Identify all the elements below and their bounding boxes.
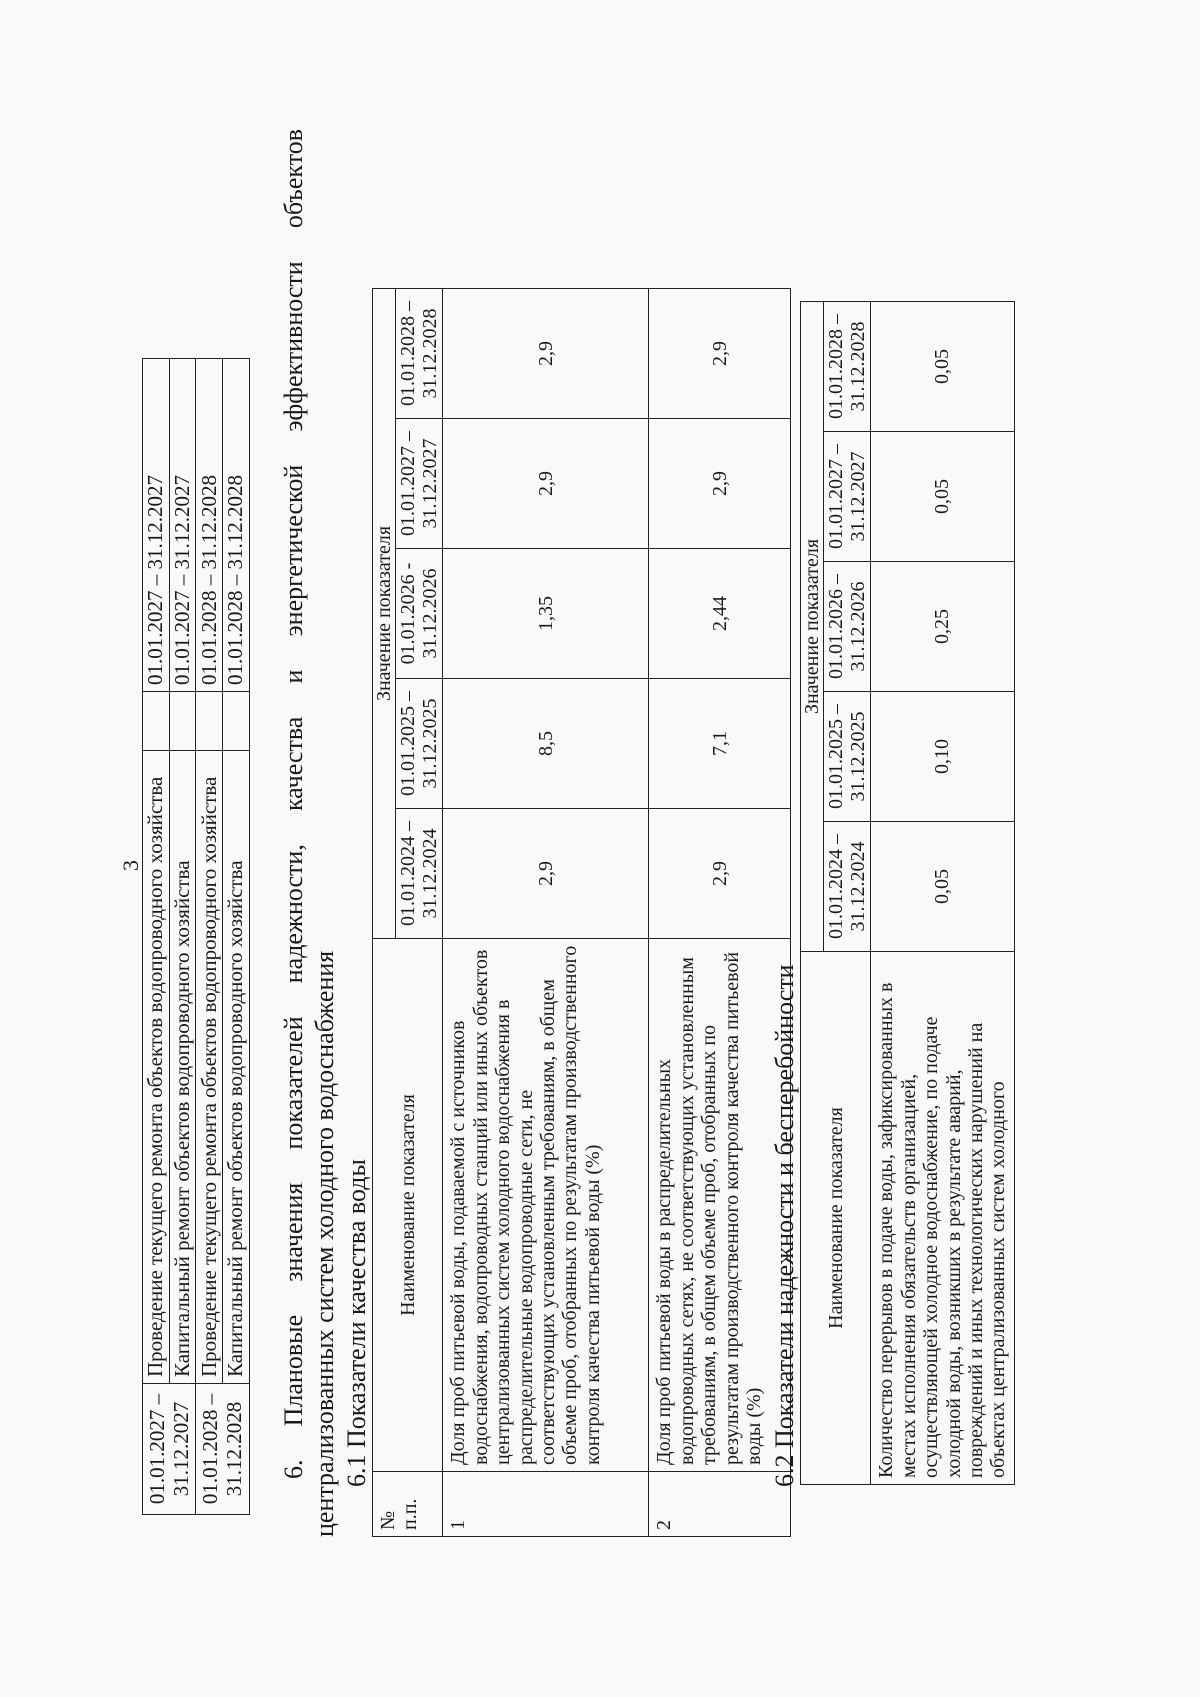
water-quality-table — [372, 288, 791, 1537]
reliability-table — [800, 301, 1015, 1485]
value-cell: 2,9 — [649, 419, 791, 549]
dates-cell: 01.01.2028 – 31.12.2028 — [196, 359, 223, 692]
value-cell: 2,9 — [443, 809, 649, 939]
work-cell: Капитальный ремонт объектов водопроводного хозяйства — [222, 751, 249, 1384]
work-cell: Проведение текущего ремонта объектов водопроводного хозяйства — [196, 751, 223, 1384]
header-value-group: Значение показателя — [801, 302, 824, 952]
header-period: 01.01.2027 – 31.12.2027 — [396, 419, 443, 549]
header-period: 01.01.2025 – 31.12.2025 — [824, 692, 871, 822]
table-row — [222, 359, 249, 1515]
value-cell: 2,9 — [443, 289, 649, 419]
header-value-group: Значение показателя — [373, 289, 396, 939]
header-period: 01.01.2026 – 31.12.2026 — [824, 562, 871, 692]
header-period: 01.01.2028 – 31.12.2028 — [824, 302, 871, 432]
header-indicator-name: Наименование показателя — [373, 939, 443, 1472]
table-header-row — [801, 302, 824, 1485]
section-6-1-title: 6.1 Показатели качества воды — [342, 1159, 371, 1487]
header-period: 01.01.2024 – 31.12.2024 — [824, 822, 871, 952]
table-row — [871, 302, 1014, 1485]
row-number: 2 — [649, 1472, 791, 1537]
header-indicator-name: Наименование показателя — [801, 952, 871, 1485]
dates-cell: 01.01.2028 – 31.12.2028 — [222, 359, 249, 692]
value-cell: 1,35 — [443, 549, 649, 679]
value-cell: 0,10 — [871, 692, 1014, 822]
value-cell: 2,9 — [649, 289, 791, 419]
table-row — [443, 289, 649, 1537]
section-6-heading-line1: 6. Плановые значения показателей надежности, качества и энергетической эффективности объектов — [279, 129, 308, 1479]
period-cell: 01.01.2028 – 31.12.2028 — [196, 1384, 249, 1515]
value-cell: 7,1 — [649, 679, 791, 809]
value-cell: 0,05 — [871, 432, 1014, 562]
indicator-name: Доля проб питьевой воды, подаваемой с источников водоснабжения, водопроводных станций или иных объектов централизованных систем холодного водоснабжения в распределительные водопроводные сети, не соответствующих установленным требованиям, в общем объеме проб, отобранных по результатам производственного контроля качества питьевой воды (%) — [443, 939, 649, 1472]
value-cell: 8,5 — [443, 679, 649, 809]
empty-cell — [143, 692, 170, 751]
value-cell: 2,9 — [649, 809, 791, 939]
table-header-row — [373, 289, 396, 1537]
value-cell: 2,44 — [649, 549, 791, 679]
value-cell: 0,25 — [871, 562, 1014, 692]
header-period: 01.01.2025 – 31.12.2025 — [396, 679, 443, 809]
work-cell: Проведение текущего ремонта объектов водопроводного хозяйства — [143, 751, 170, 1384]
header-period: 01.01.2026 - 31.12.2026 — [396, 549, 443, 679]
value-cell: 0,05 — [871, 822, 1014, 952]
header-number: № п.п. — [373, 1472, 443, 1537]
period-cell: 01.01.2027 – 31.12.2027 — [143, 1384, 196, 1515]
header-period: 01.01.2028 – 31.12.2028 — [396, 289, 443, 419]
table-row — [169, 359, 196, 1515]
dates-cell: 01.01.2027 – 31.12.2027 — [143, 359, 170, 692]
empty-cell — [222, 692, 249, 751]
empty-cell — [196, 692, 223, 751]
repair-schedule-table — [142, 358, 250, 1515]
work-cell: Капитальный ремонт объектов водопроводного хозяйства — [169, 751, 196, 1384]
value-cell: 2,9 — [443, 419, 649, 549]
row-number: 1 — [443, 1472, 649, 1537]
empty-cell — [169, 692, 196, 751]
header-period: 01.01.2024 – 31.12.2024 — [396, 809, 443, 939]
indicator-name: Доля проб питьевой воды в распределительных водопроводных сетях, не соответствующих установленным требованиям, в общем объеме проб, отобранных по результатам производственного контроля качества питьевой воды (%) — [649, 939, 791, 1472]
table-row — [196, 359, 223, 1515]
header-period: 01.01.2027 – 31.12.2027 — [824, 432, 871, 562]
page-number: 3 — [118, 860, 143, 871]
value-cell: 0,05 — [871, 302, 1014, 432]
indicator-name: Количество перерывов в подаче воды, зафиксированных в местах исполнения обязательств организацией, осуществляющей холодное водоснабжение, по подаче холодной воды, возникших в результате аварий, повреждений и иных технологических нарушений на объектах централизованных систем холодного — [871, 952, 1014, 1485]
dates-cell: 01.01.2027 – 31.12.2027 — [169, 359, 196, 692]
section-6-heading-line2: централизованных систем холодного водоснабжения — [310, 950, 339, 1537]
table-row — [143, 359, 170, 1515]
section-6-2-title: 6.2 Показатели надежности и бесперебойности — [770, 964, 799, 1487]
